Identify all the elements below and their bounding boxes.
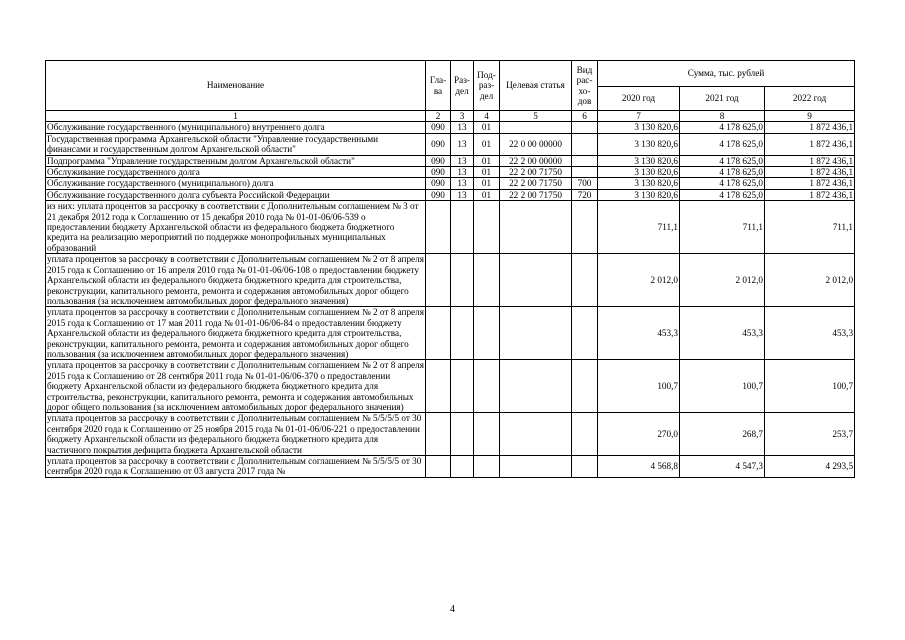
row-glava: 090 xyxy=(426,155,451,166)
row-name: Обслуживание государственного долга xyxy=(46,167,426,178)
row-podrazdel xyxy=(474,413,500,456)
row-target xyxy=(500,307,572,360)
row-vid xyxy=(572,456,598,478)
row-razdel: 13 xyxy=(451,167,474,178)
row-name: Обслуживание государственного (муниципального) внутреннего долга xyxy=(46,122,426,133)
row-target: 22 2 00 71750 xyxy=(500,178,572,189)
header-target-article: Целевая статья xyxy=(500,61,572,111)
row-name: уплата процентов за рассрочку в соответствии с Дополнительным соглашением № 2 от 8 апреля 2015 года к Соглашению от 16 апреля 2010 года № 01-01-06/06-108 о предоставлении бюджету Архангельской области из федерального бюджета бюджетного кредита для строительства, реконструкции, капитального ремонта, ремонта и содержания автомобильных дорог общего пользования (за исключением автомобильных дорог федерального значения) xyxy=(47,254,424,306)
row-amount-2022: 711,1 xyxy=(765,201,855,254)
row-podrazdel xyxy=(474,307,500,360)
row-podrazdel xyxy=(474,360,500,413)
row-amount-2022: 1 872 436,1 xyxy=(765,189,855,200)
row-amount-2021: 4 178 625,0 xyxy=(680,133,765,155)
column-number: 2 xyxy=(426,111,451,122)
row-name: уплата процентов за рассрочку в соответствии с Дополнительным соглашением № 5/5/5/5 от 30 сентября 2020 года к Соглашению от 03 августа 2017 года № xyxy=(46,456,426,478)
row-amount-2022: 253,7 xyxy=(765,413,855,456)
row-amount-2021: 100,7 xyxy=(680,360,765,413)
row-name: Обслуживание государственного (муниципального) долга xyxy=(46,178,426,189)
row-vid xyxy=(572,155,598,166)
row-glava: 090 xyxy=(426,189,451,200)
row-vid xyxy=(572,133,598,155)
row-podrazdel: 01 xyxy=(474,178,500,189)
row-glava xyxy=(426,201,451,254)
row-razdel xyxy=(451,307,474,360)
table-row xyxy=(46,201,855,254)
row-razdel xyxy=(451,254,474,307)
row-amount-2022: 1 872 436,1 xyxy=(765,178,855,189)
column-number-row xyxy=(46,111,855,122)
header-sum: Сумма, тыс. рублей xyxy=(598,61,855,87)
row-amount-2020: 3 130 820,6 xyxy=(598,178,680,189)
table-row xyxy=(46,133,855,155)
header-row-1 xyxy=(46,61,855,87)
row-amount-2021: 268,7 xyxy=(680,413,765,456)
header-expense-type: Вид рас-хо-дов xyxy=(572,61,598,111)
row-podrazdel: 01 xyxy=(474,189,500,200)
row-name: уплата процентов за рассрочку в соответствии с Дополнительным соглашением № 2 от 8 апреля 2015 года к Соглашению от 17 мая 2011 года № 01-01-06/06-84 о предоставлении бюджету Архангельской области из федерального бюджета бюджетного кредита для строительства, реконструкции, капитального ремонта, ремонта и содержания автомобильных дорог общего пользования (за исключением автомобильных дорог федерального значения) xyxy=(47,307,424,359)
header-glava: Гла-ва xyxy=(426,61,451,111)
column-number: 5 xyxy=(500,111,572,122)
row-target xyxy=(500,360,572,413)
row-razdel xyxy=(451,413,474,456)
row-amount-2021: 453,3 xyxy=(680,307,765,360)
row-target: 22 2 00 71750 xyxy=(500,167,572,178)
row-amount-2020: 3 130 820,6 xyxy=(598,189,680,200)
table-row xyxy=(46,307,855,360)
header-razdel: Раз-дел xyxy=(451,61,474,111)
row-vid xyxy=(572,167,598,178)
row-amount-2022: 4 293,5 xyxy=(765,456,855,478)
row-glava xyxy=(426,413,451,456)
table-row xyxy=(46,178,855,189)
row-name: Обслуживание государственного долга субъекта Российской Федерации xyxy=(46,189,426,200)
row-glava: 090 xyxy=(426,122,451,133)
column-number: 7 xyxy=(598,111,680,122)
row-amount-2020: 3 130 820,6 xyxy=(598,122,680,133)
row-vid xyxy=(572,254,598,307)
header-name: Наименование xyxy=(46,61,426,111)
header-year-2021: 2021 год xyxy=(680,87,765,111)
row-razdel: 13 xyxy=(451,155,474,166)
row-amount-2022: 1 872 436,1 xyxy=(765,122,855,133)
row-podrazdel xyxy=(474,254,500,307)
row-vid xyxy=(572,413,598,456)
row-name: Государственная программа Архангельской области "Управление государственными финансами и государственным долгом Архангельской области" xyxy=(46,133,426,155)
row-amount-2020: 3 130 820,6 xyxy=(598,167,680,178)
row-amount-2022: 1 872 436,1 xyxy=(765,167,855,178)
row-target: 22 0 00 00000 xyxy=(500,133,572,155)
row-podrazdel: 01 xyxy=(474,133,500,155)
row-amount-2021: 4 178 625,0 xyxy=(680,189,765,200)
row-podrazdel xyxy=(474,456,500,478)
row-amount-2021: 4 178 625,0 xyxy=(680,167,765,178)
row-glava: 090 xyxy=(426,133,451,155)
row-podrazdel: 01 xyxy=(474,122,500,133)
row-amount-2020: 3 130 820,6 xyxy=(598,155,680,166)
row-glava: 090 xyxy=(426,178,451,189)
column-number: 8 xyxy=(680,111,765,122)
column-number: 4 xyxy=(474,111,500,122)
row-name: Подпрограмма "Управление государственным долгом Архангельской области" xyxy=(46,155,426,166)
row-glava xyxy=(426,307,451,360)
column-number: 1 xyxy=(46,111,426,122)
table-row xyxy=(46,254,855,307)
row-glava: 090 xyxy=(426,167,451,178)
table-row xyxy=(46,122,855,133)
row-amount-2022: 453,3 xyxy=(765,307,855,360)
row-razdel xyxy=(451,456,474,478)
row-amount-2021: 4 178 625,0 xyxy=(680,178,765,189)
row-razdel: 13 xyxy=(451,133,474,155)
table-row xyxy=(46,360,855,413)
row-amount-2021: 711,1 xyxy=(680,201,765,254)
row-amount-2022: 2 012,0 xyxy=(765,254,855,307)
row-amount-2021: 2 012,0 xyxy=(680,254,765,307)
row-vid xyxy=(572,307,598,360)
column-number: 9 xyxy=(765,111,855,122)
row-amount-2020: 100,7 xyxy=(598,360,680,413)
row-podrazdel: 01 xyxy=(474,155,500,166)
row-razdel: 13 xyxy=(451,178,474,189)
row-name: уплата процентов за рассрочку в соответствии с Дополнительным соглашением № 5/5/5/5 от 30 сентября 2020 года к Соглашению от 25 ноября 2015 года № 01-01-06/06-221 о предоставлении бюджету Архангельской области из федерального бюджета бюджетного кредита для частичного покрытия дефицита бюджета Архангельской области xyxy=(46,413,426,456)
row-amount-2020: 711,1 xyxy=(598,201,680,254)
row-amount-2021: 4 178 625,0 xyxy=(680,122,765,133)
row-target: 22 2 00 71750 xyxy=(500,189,572,200)
row-target xyxy=(500,254,572,307)
row-glava xyxy=(426,254,451,307)
row-amount-2022: 100,7 xyxy=(765,360,855,413)
row-razdel xyxy=(451,201,474,254)
row-target: 22 2 00 00000 xyxy=(500,155,572,166)
row-amount-2020: 4 568,8 xyxy=(598,456,680,478)
row-glava xyxy=(426,360,451,413)
row-amount-2020: 270,0 xyxy=(598,413,680,456)
table-row xyxy=(46,167,855,178)
row-glava xyxy=(426,456,451,478)
table-row xyxy=(46,155,855,166)
row-podrazdel: 01 xyxy=(474,167,500,178)
column-number: 3 xyxy=(451,111,474,122)
budget-table xyxy=(45,60,855,478)
row-amount-2021: 4 178 625,0 xyxy=(680,155,765,166)
row-vid: 720 xyxy=(572,189,598,200)
row-amount-2021: 4 547,3 xyxy=(680,456,765,478)
header-podrazdel: Под-раз-дел xyxy=(474,61,500,111)
column-number: 6 xyxy=(572,111,598,122)
page-number: 4 xyxy=(450,604,455,615)
row-target xyxy=(500,413,572,456)
row-target xyxy=(500,456,572,478)
header-year-2020: 2020 год xyxy=(598,87,680,111)
row-target xyxy=(500,122,572,133)
row-amount-2020: 453,3 xyxy=(598,307,680,360)
row-vid xyxy=(572,201,598,254)
row-amount-2020: 3 130 820,6 xyxy=(598,133,680,155)
row-amount-2022: 1 872 436,1 xyxy=(765,133,855,155)
table-row xyxy=(46,189,855,200)
row-vid xyxy=(572,360,598,413)
row-podrazdel xyxy=(474,201,500,254)
row-name: из них: уплата процентов за рассрочку в соответствии с Дополнительным соглашением № 3 от 21 декабря 2012 года к Соглашению от 15 декабря 2010 года № 01-01-06/06-539 о предоставлении бюджету Архангельской области из федерального бюджета бюджетного кредита на реализацию мероприятий по поддержке монопрофильных муниципальных образований xyxy=(46,201,426,254)
row-vid: 700 xyxy=(572,178,598,189)
row-vid xyxy=(572,122,598,133)
row-razdel xyxy=(451,360,474,413)
row-razdel: 13 xyxy=(451,189,474,200)
row-name: уплата процентов за рассрочку в соответствии с Дополнительным соглашением № 2 от 8 апреля 2015 года к Соглашению от 28 сентября 2011 года № 01-01-06/06-370 о предоставлении бюджету Архангельской области из федерального бюджета бюджетного кредита для строительства, реконструкции, капитального ремонта, ремонта и содержания автомобильных дорог общего пользования (за исключением автомобильных дорог федерального значения) xyxy=(47,360,424,412)
row-amount-2022: 1 872 436,1 xyxy=(765,155,855,166)
table-row xyxy=(46,456,855,478)
row-target xyxy=(500,201,572,254)
table-row xyxy=(46,413,855,456)
header-year-2022: 2022 год xyxy=(765,87,855,111)
row-razdel: 13 xyxy=(451,122,474,133)
row-amount-2020: 2 012,0 xyxy=(598,254,680,307)
